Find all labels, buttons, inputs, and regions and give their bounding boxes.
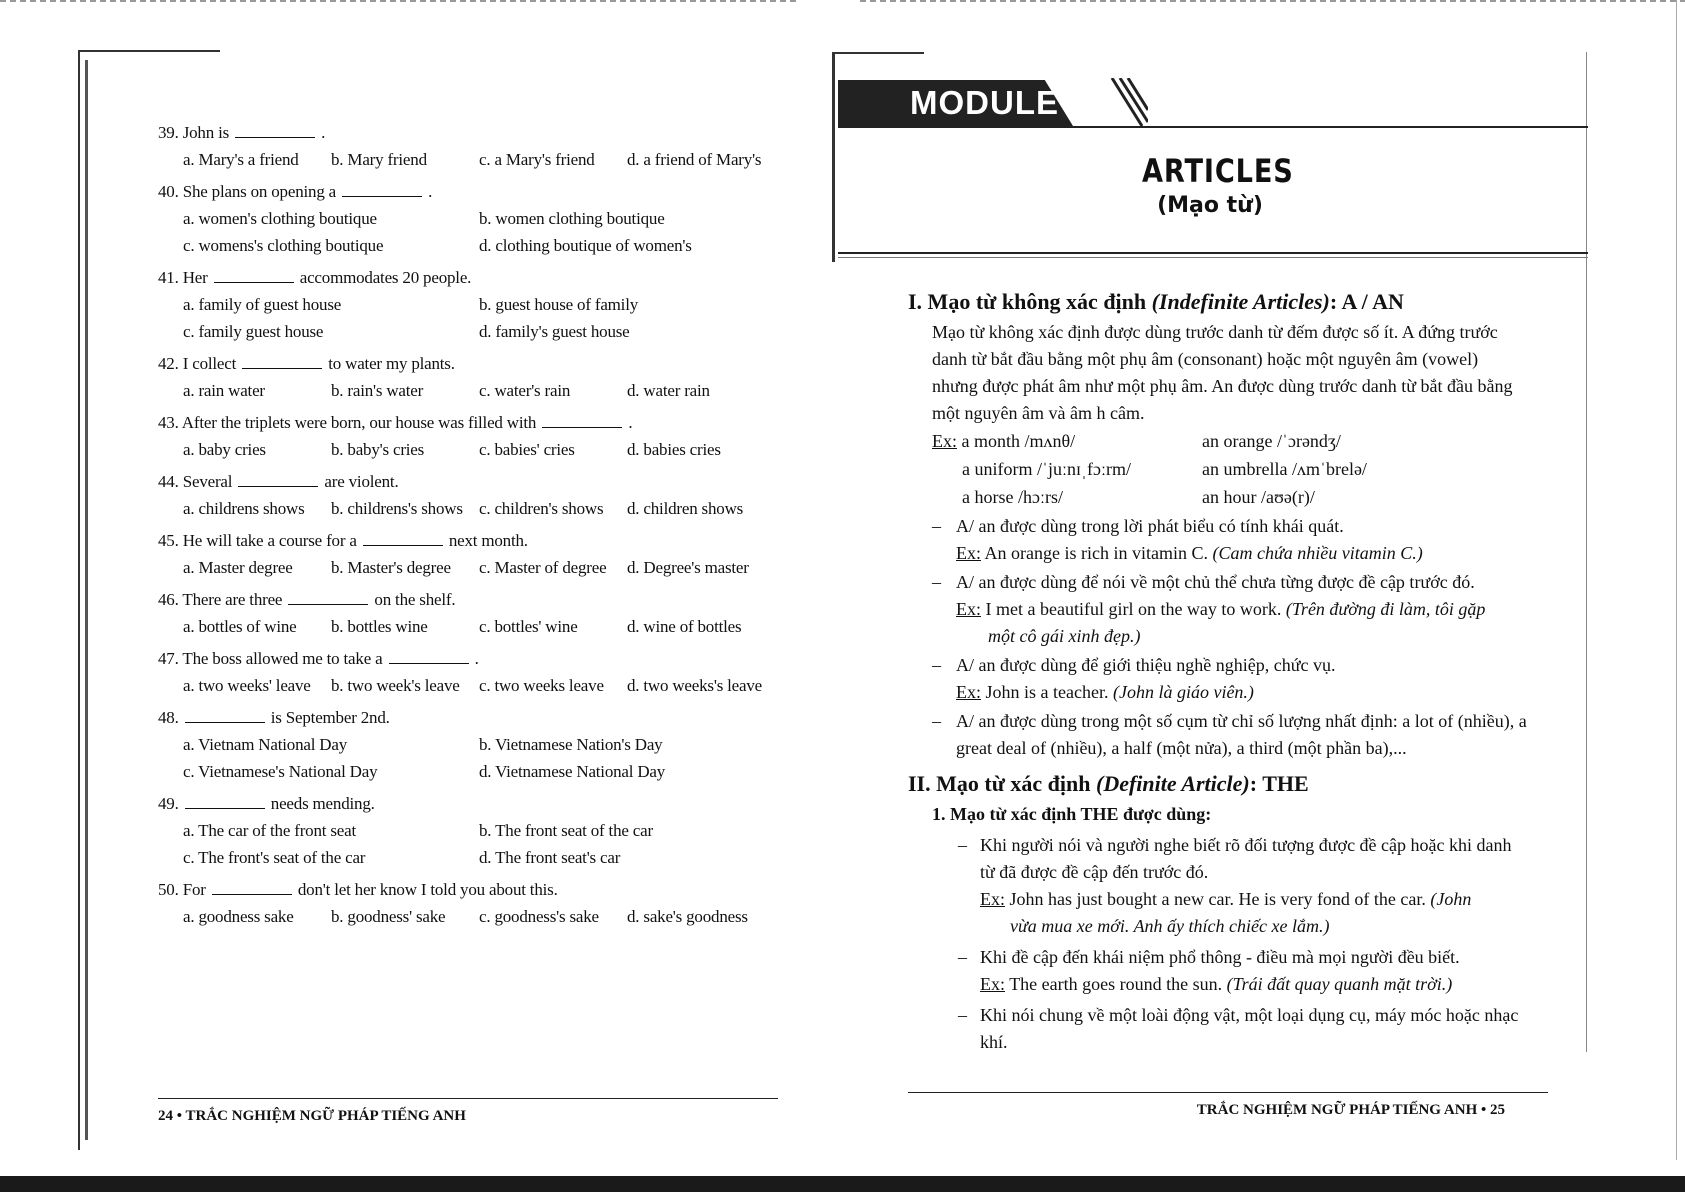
answer-option: a. bottles of wine: [183, 617, 297, 636]
pronunciation-example: [1202, 455, 1462, 483]
answer-option: b. guest house of family: [479, 295, 639, 314]
articles-content: [908, 288, 1528, 1056]
question-item: [158, 179, 798, 259]
question-stem: [158, 179, 798, 205]
example-sentence: I met a beautiful girl on the way to work.: [985, 599, 1282, 619]
answer-option: c. bottles' wine: [479, 617, 578, 636]
question-text-after: .: [474, 649, 479, 668]
question-text-before: I collect: [182, 354, 237, 373]
question-item: [158, 705, 798, 785]
example-sentence: John is a teacher.: [985, 682, 1109, 702]
example-label: Ex:: [932, 431, 957, 451]
answer-option: c. children's shows: [479, 499, 604, 518]
bullet-item: [908, 944, 1528, 971]
answer-options: [158, 672, 798, 699]
question-number: 39.: [158, 123, 179, 142]
articles-subtitle: (Mạo từ): [1157, 193, 1263, 218]
example-label: Ex:: [980, 889, 1005, 909]
example-translation: (John là giáo viên.): [1112, 682, 1254, 702]
answer-options: [158, 436, 798, 463]
question-stem: [158, 469, 798, 495]
question-item: [158, 120, 798, 173]
answer-option: a. two weeks' leave: [183, 676, 311, 695]
question-text-before: He will take a course for a: [182, 531, 357, 550]
question-text-before: For: [182, 880, 206, 899]
section-1-bullets: [908, 513, 1528, 762]
question-text-after: accommodates 20 people.: [299, 268, 472, 287]
question-item: [158, 877, 798, 930]
bullet-item: [908, 513, 1528, 540]
answer-options: [158, 903, 798, 930]
question-text-after: don't let her know I told you about this.: [297, 880, 558, 899]
question-text-before: John is: [182, 123, 230, 142]
answer-option: d. babies cries: [627, 440, 721, 459]
question-text-after: is September 2nd.: [270, 708, 390, 727]
question-text-after: .: [428, 182, 433, 201]
bullet-dash: –: [958, 947, 967, 967]
answer-blank: [212, 880, 292, 895]
right-footer-rule: [908, 1092, 1548, 1093]
answer-option: a. women's clothing boutique: [183, 209, 377, 228]
bullet-item: [908, 1002, 1528, 1056]
bullet-text: Khi đề cập đến khái niệm phổ thông - điều mà mọi người đều biết.: [980, 947, 1460, 967]
example-text: a month /mʌnθ/: [961, 431, 1076, 451]
answer-option: b. bottles wine: [331, 617, 428, 636]
answer-option: d. clothing boutique of women's: [479, 236, 692, 255]
bullet-dash: –: [958, 835, 967, 855]
question-stem: [158, 705, 798, 731]
answer-options: [158, 205, 798, 259]
left-footer-rule: [158, 1098, 778, 1099]
answer-option: b. goodness' sake: [331, 907, 446, 926]
section-1-heading: I. Mạo từ không xác định (Indefinite Articles): A / AN: [908, 289, 1404, 314]
answer-option: a. rain water: [183, 381, 265, 400]
answer-option: c. water's rain: [479, 381, 571, 400]
answer-option: c. Master of degree: [479, 558, 607, 577]
answer-options: [158, 554, 798, 581]
answer-option: b. Vietnamese Nation's Day: [479, 735, 663, 754]
bullet-item: [908, 569, 1528, 596]
question-text-after: next month.: [448, 531, 528, 550]
answer-option: d. Degree's master: [627, 558, 749, 577]
example-text: an umbrella /ʌmˈbrelə/: [1202, 459, 1367, 479]
header-rule-bottom-thin: [838, 257, 1588, 258]
question-text-before: Her: [182, 268, 208, 287]
answer-blank: [342, 182, 422, 197]
pronunciation-example: [932, 427, 1202, 455]
answer-option: c. a Mary's friend: [479, 150, 595, 169]
bullet-item: [908, 708, 1528, 762]
question-number: 49.: [158, 794, 179, 813]
answer-blank: [288, 590, 368, 605]
example-translation: (Cam chứa nhiều vitamin C.): [1212, 543, 1423, 563]
question-stem: [158, 410, 798, 436]
question-list: [158, 120, 798, 936]
answer-option: d. family's guest house: [479, 322, 630, 341]
answer-option: d. Vietnamese National Day: [479, 762, 666, 781]
example-translation: (John: [1430, 889, 1472, 909]
question-item: [158, 791, 798, 871]
question-text-after: to water my plants.: [328, 354, 455, 373]
example-label: Ex:: [956, 543, 981, 563]
bullet-text: Khi nói chung về một loài động vật, một loại dụng cụ, máy móc hoặc nhạc khí.: [980, 1005, 1519, 1052]
answer-options: [158, 495, 798, 522]
answer-option: a. baby cries: [183, 440, 266, 459]
question-stem: [158, 528, 798, 554]
question-stem: [158, 646, 798, 672]
example-label: Ex:: [956, 682, 981, 702]
pronunciation-example: [1202, 483, 1462, 511]
bullet-item: [908, 832, 1528, 886]
right-page-footer: TRẮC NGHIỆM NGỮ PHÁP TIẾNG ANH • 25: [1196, 1102, 1505, 1118]
answer-option: c. family guest house: [183, 322, 324, 341]
example-label: Ex:: [956, 599, 981, 619]
bullet-text: Khi người nói và người nghe biết rõ đối tượng được đề cập hoặc khi danh từ đã được đề cập đến trước đó.: [980, 835, 1512, 882]
header-rule-bottom: [838, 252, 1588, 254]
answer-option: b. baby's cries: [331, 440, 425, 459]
answer-option: b. two week's leave: [331, 676, 460, 695]
question-item: [158, 528, 798, 581]
answer-options: [158, 291, 798, 345]
articles-title: ARTICLES: [1142, 152, 1294, 190]
answer-options: [158, 377, 798, 404]
answer-blank: [235, 123, 315, 138]
question-text-before: There are three: [182, 590, 283, 609]
answer-option: b. The front seat of the car: [479, 821, 653, 840]
right-binding-line: [832, 52, 835, 262]
answer-option: b. women clothing boutique: [479, 209, 665, 228]
answer-option: c. Vietnamese's National Day: [183, 762, 378, 781]
section-2-subheading: 1. Mạo từ xác định THE được dùng:: [932, 804, 1212, 824]
example-translation: (Trái đất quay quanh mặt trời.): [1226, 974, 1453, 994]
example-sentence: An orange is rich in vitamin C.: [984, 543, 1208, 563]
answer-option: b. childrens's shows: [331, 499, 463, 518]
bullet-example: [908, 971, 1528, 998]
example-sentence: The earth goes round the sun.: [1009, 974, 1223, 994]
question-number: 40.: [158, 182, 179, 201]
example-label: Ex:: [980, 974, 1005, 994]
answer-options: [158, 613, 798, 640]
question-item: [158, 646, 798, 699]
answer-blank: [185, 794, 265, 809]
answer-option: b. Mary friend: [331, 150, 427, 169]
question-text-before: The boss allowed me to take a: [182, 649, 383, 668]
question-text-after: .: [321, 123, 326, 142]
bullet-dash: –: [958, 1005, 967, 1025]
answer-option: c. two weeks leave: [479, 676, 604, 695]
answer-option: a. family of guest house: [183, 295, 342, 314]
answer-option: a. goodness sake: [183, 907, 294, 926]
question-number: 47.: [158, 649, 179, 668]
answer-option: c. babies' cries: [479, 440, 575, 459]
answer-option: c. womens's clothing boutique: [183, 236, 384, 255]
header-rule-top: [838, 126, 1588, 128]
section-1-paragraph: Mạo từ không xác định được dùng trước danh từ đếm được số ít. A đứng trước danh từ bắt đầu bằng một phụ âm (consonant) hoặc một nguyên âm (vowel) nhưng được phát âm như một phụ âm. An được dùng trước danh từ bắt đầu bằng một nguyên âm và âm h câm.: [932, 322, 1513, 423]
question-number: 50.: [158, 880, 179, 899]
bullet-text: A/ an được dùng trong một số cụm từ chỉ số lượng nhất định: a lot of (nhiều), a great deal of (nhiều), a half (một nửa), a third (một phần ba),...: [956, 711, 1527, 758]
example-text: a uniform /ˈjuːnɪˌfɔːrm/: [962, 459, 1131, 479]
bullet-example: [908, 540, 1528, 567]
right-top-rule: [834, 52, 924, 54]
question-text-after: are violent.: [324, 472, 399, 491]
banner-slash-decoration: [1108, 78, 1148, 128]
answer-blank: [238, 472, 318, 487]
example-translation-cont: một cô gái xinh đẹp.): [988, 626, 1141, 646]
bullet-text: A/ an được dùng để giới thiệu nghề nghiệp, chức vụ.: [956, 655, 1336, 675]
bullet-item: [908, 652, 1528, 679]
answer-option: c. goodness's sake: [479, 907, 599, 926]
question-number: 44.: [158, 472, 179, 491]
question-item: [158, 469, 798, 522]
question-number: 48.: [158, 708, 179, 727]
answer-option: d. a friend of Mary's: [627, 150, 762, 169]
answer-blank: [389, 649, 469, 664]
example-translation-cont: vừa mua xe mới. Anh ấy thích chiếc xe lắm.): [1010, 916, 1330, 936]
question-text-before: She plans on opening a: [182, 182, 337, 201]
question-number: 41.: [158, 268, 179, 287]
example-text: an hour /aʊə(r)/: [1202, 487, 1315, 507]
answer-option: d. water rain: [627, 381, 710, 400]
question-number: 46.: [158, 590, 179, 609]
question-item: [158, 587, 798, 640]
answer-option: d. The front seat's car: [479, 848, 621, 867]
answer-option: c. The front's seat of the car: [183, 848, 366, 867]
example-text: a horse /hɔːrs/: [962, 487, 1063, 507]
question-text-after: .: [628, 413, 633, 432]
answer-option: a. Master degree: [183, 558, 293, 577]
answer-option: d. children shows: [627, 499, 744, 518]
question-number: 45.: [158, 531, 179, 550]
right-page-edge: [1676, 0, 1677, 1160]
bullet-dash: –: [932, 711, 941, 731]
bullet-dash: –: [932, 516, 941, 536]
question-number: 42.: [158, 354, 179, 373]
answer-option: d. wine of bottles: [627, 617, 742, 636]
bullet-text: A/ an được dùng để nói về một chủ thể chưa từng được đề cập trước đó.: [956, 572, 1475, 592]
example-translation: (Trên đường đi làm, tôi gặp: [1285, 599, 1486, 619]
question-stem: [158, 265, 798, 291]
bullet-example: [908, 596, 1528, 623]
answer-option: a. Mary's a friend: [183, 150, 299, 169]
left-binding-line: [78, 50, 80, 1150]
answer-option: d. sake's goodness: [627, 907, 748, 926]
section-2-heading: II. Mạo từ xác định (Definite Article): THE: [908, 771, 1309, 796]
question-item: [158, 351, 798, 404]
section-2-bullets: [908, 832, 1528, 1056]
question-text-before: Several: [182, 472, 233, 491]
answer-options: [158, 146, 798, 173]
question-stem: [158, 351, 798, 377]
pronunciation-examples: [908, 427, 1528, 511]
bullet-dash: –: [932, 572, 941, 592]
answer-options: [158, 731, 798, 785]
right-edge-line: [1586, 52, 1587, 1052]
example-text: an orange /ˈɔrəndʒ/: [1202, 431, 1341, 451]
question-item: [158, 265, 798, 345]
question-stem: [158, 877, 798, 903]
answer-option: a. Vietnam National Day: [183, 735, 348, 754]
answer-blank: [242, 354, 322, 369]
module-label: MODULE 4: [910, 84, 1089, 121]
bullet-example: [908, 886, 1528, 913]
left-binding-line-inner: [85, 60, 88, 1140]
left-top-rule: [80, 50, 220, 52]
bullet-dash: –: [932, 655, 941, 675]
pronunciation-example: [932, 483, 1202, 511]
question-number: 43.: [158, 413, 179, 432]
answer-option: b. rain's water: [331, 381, 424, 400]
pronunciation-example: [932, 455, 1202, 483]
answer-option: d. two weeks's leave: [627, 676, 763, 695]
question-stem: [158, 791, 798, 817]
question-stem: [158, 587, 798, 613]
answer-blank: [214, 268, 294, 283]
question-text-before: After the triplets were born, our house was filled with: [181, 413, 537, 432]
bullet-example: [908, 679, 1528, 706]
question-text-after: needs mending.: [270, 794, 375, 813]
question-stem: [158, 120, 798, 146]
question-text-after: on the shelf.: [374, 590, 456, 609]
left-page-footer: 24 • TRẮC NGHIỆM NGỮ PHÁP TIẾNG ANH: [158, 1108, 466, 1124]
bullet-text: A/ an được dùng trong lời phát biểu có tính khái quát.: [956, 516, 1344, 536]
answer-blank: [363, 531, 443, 546]
question-item: [158, 410, 798, 463]
answer-blank: [542, 413, 622, 428]
answer-blank: [185, 708, 265, 723]
answer-option: a. The car of the front seat: [183, 821, 356, 840]
example-sentence: John has just bought a new car. He is very fond of the car.: [1009, 889, 1426, 909]
answer-options: [158, 817, 798, 871]
answer-option: b. Master's degree: [331, 558, 451, 577]
answer-option: a. childrens shows: [183, 499, 305, 518]
pronunciation-example: [1202, 427, 1462, 455]
